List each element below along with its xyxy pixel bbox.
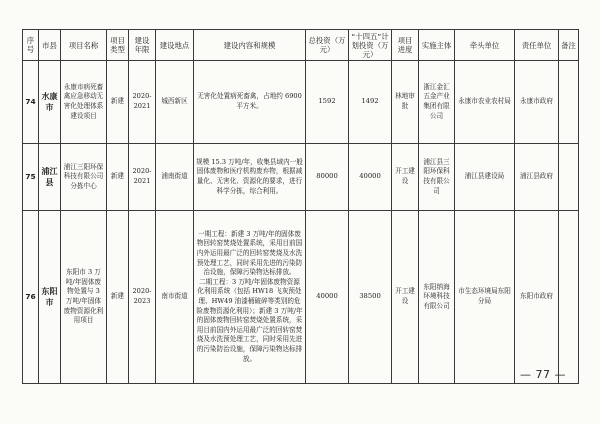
cell-type: 新建 <box>107 211 129 384</box>
cell-total: 1592 <box>306 61 349 144</box>
header-progress: 项目进度 <box>392 30 419 61</box>
cell-seq: 74 <box>23 61 39 144</box>
table-row <box>23 144 579 211</box>
table-row <box>23 211 579 384</box>
header-county: 市县 <box>39 30 61 61</box>
cell-location: 城西新区 <box>156 61 194 144</box>
cell-entity: 东阳纳海环境科技有限公司 <box>419 211 455 384</box>
cell-name: 永康市病死畜禽应急移动无害化处理体系建设项目 <box>61 61 107 144</box>
cell-responsible: 东阳市政府 <box>515 211 559 384</box>
cell-location: 南市街道 <box>156 211 194 384</box>
header-location: 建设地点 <box>156 30 194 61</box>
cell-county: 水康市 <box>39 61 61 144</box>
header-total: 总投资（万元） <box>306 30 349 61</box>
cell-progress: 开工建设 <box>392 144 419 211</box>
cell-content: 无害化处置病死畜禽，占地约 6900 平方米。 <box>194 61 306 144</box>
cell-plan-invest: 40000 <box>349 144 392 211</box>
cell-remark <box>559 61 579 144</box>
header-entity: 实施主体 <box>419 30 455 61</box>
header-content: 建设内容和规模 <box>194 30 306 61</box>
cell-seq: 76 <box>23 211 39 384</box>
cell-lead: 永康市农业农村局 <box>455 61 515 144</box>
header-lead: 牵头单位 <box>455 30 515 61</box>
cell-progress: 开工建设 <box>392 211 419 384</box>
cell-content: 一期工程：新建 3 万吨/年的固体废物回转窑焚烧处置系统，采用目前国内外运用最广泛的回转窑焚烧及水洗预处理工艺，同时采用先进的污染防治设施，保障污染物达标排放。 二期工程：3 万吨/年固体废物资源化利用系统（包括 HW18 飞灰预处理、HW49 油漆桶破碎等类别的危险废物资源化利用）；新建 3 万吨/年的固体废物回转窑焚烧处置系统，采用目前国内外运用最广泛的回转窑焚烧及水洗预处理工艺，同时采用先进的污染防治设施，保障污染物达标排放。 <box>194 211 306 384</box>
header-responsible: 责任单位 <box>515 30 559 61</box>
cell-name: 浦江三阳环保科技有限公司分拣中心 <box>61 144 107 211</box>
cell-seq: 75 <box>23 144 39 211</box>
page-number: — 77 — <box>520 368 566 381</box>
project-table <box>22 29 579 384</box>
cell-years: 2020-2021 <box>129 61 156 144</box>
cell-plan-invest: 38500 <box>349 211 392 384</box>
cell-progress: 林地审批 <box>392 61 419 144</box>
cell-county: 东阳市 <box>39 211 61 384</box>
cell-lead: 浦江县建设局 <box>455 144 515 211</box>
header-remark: 备注 <box>559 30 579 61</box>
header-plan-invest: “十四五”计划投资（万元） <box>349 30 392 61</box>
cell-entity: 浦江县三阳环保科技有限公司 <box>419 144 455 211</box>
header-row <box>23 30 579 61</box>
header-name: 项目名称 <box>61 30 107 61</box>
header-years: 建设年限 <box>129 30 156 61</box>
cell-type: 新建 <box>107 144 129 211</box>
cell-responsible: 浦江县政府 <box>515 144 559 211</box>
cell-total: 40000 <box>306 211 349 384</box>
table-row <box>23 61 579 144</box>
cell-lead: 市生态环境局东阳分局 <box>455 211 515 384</box>
cell-total: 80000 <box>306 144 349 211</box>
cell-years: 2020-2021 <box>129 144 156 211</box>
header-type: 项目类型 <box>107 30 129 61</box>
cell-content: 规模 15.3 万吨/年，收集县域内一般固体废物和医疗机构废弃物，根据减量化、无害化、资源化的要求，进行科学分拣，综合利用。 <box>194 144 306 211</box>
cell-responsible: 永康市政府 <box>515 61 559 144</box>
cell-remark <box>559 144 579 211</box>
cell-county: 浦江县 <box>39 144 61 211</box>
cell-location: 浦南街道 <box>156 144 194 211</box>
cell-name: 东阳市 3 万吨/年固体废物处置与 3 万吨/年固体废物资源化利用项目 <box>61 211 107 384</box>
header-seq: 序号 <box>23 30 39 61</box>
cell-remark <box>559 211 579 384</box>
cell-type: 新建 <box>107 61 129 144</box>
cell-years: 2020-2023 <box>129 211 156 384</box>
cell-entity: 浙江金汇五金产业集团有限公司 <box>419 61 455 144</box>
cell-plan-invest: 1492 <box>349 61 392 144</box>
